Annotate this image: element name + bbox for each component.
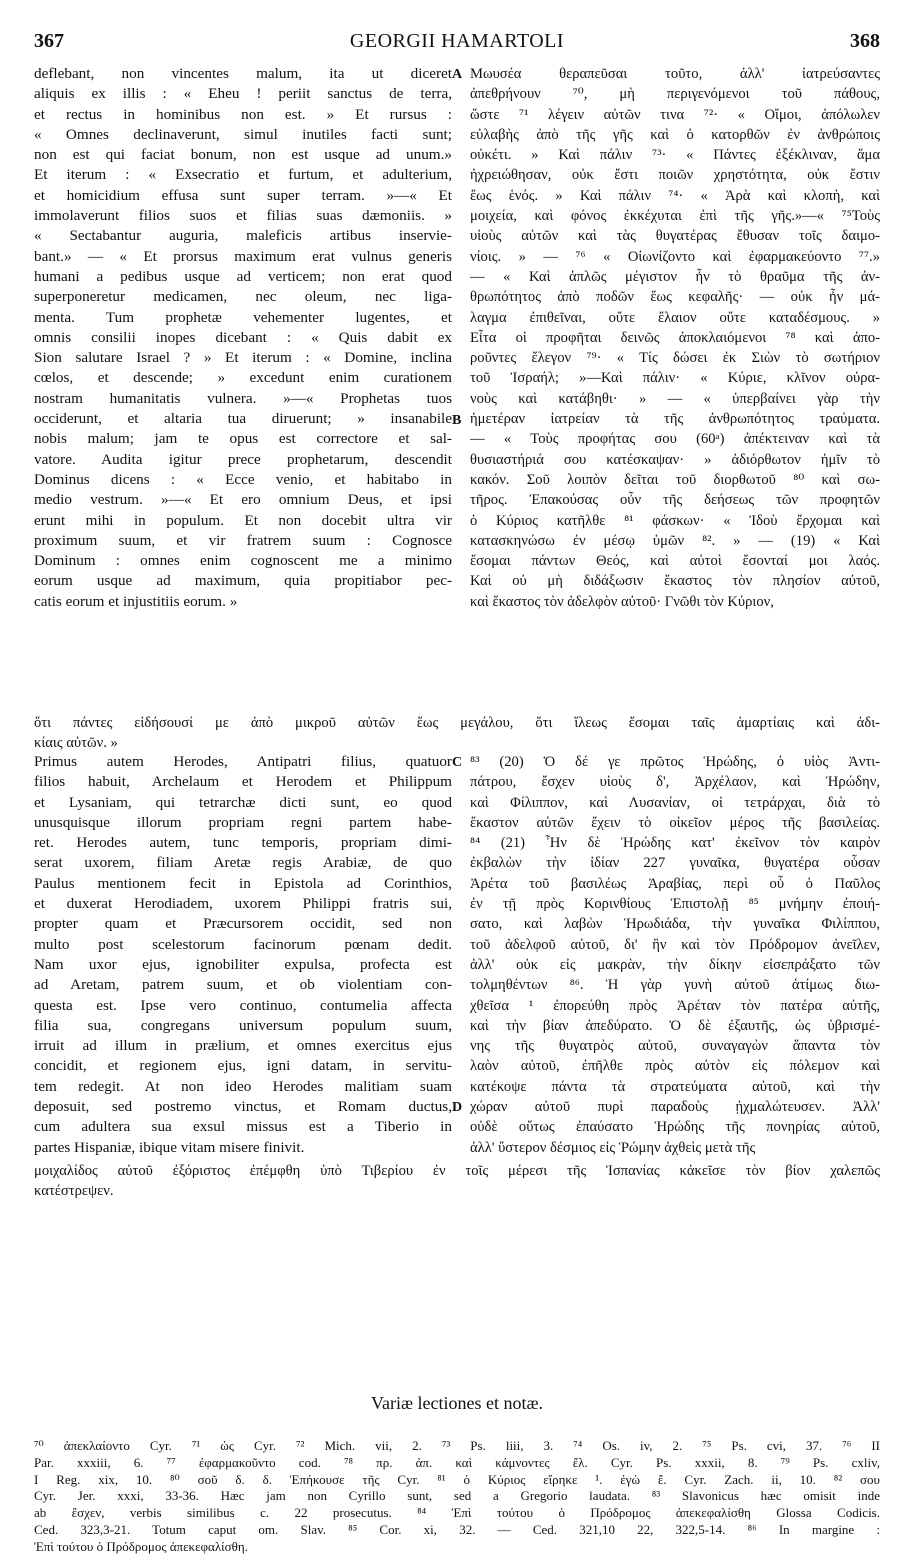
greek-text-line: ἐν τῇ πρὸς Κορινθίους Ἐπιστολῇ ⁸⁵ μνήμην ἐποιή-	[470, 896, 880, 913]
greek-text-line: νοὺς καὶ κατάβηθι· » — « ὑπερβαίνει γὰρ τὴν	[470, 390, 880, 407]
greek-text-line: ⁸⁴ (21) Ἦν δὲ Ἡρώδης κατ' ἐκεῖνον τὸν καιρὸν	[470, 835, 880, 852]
latin-text-line: proximum suum, et vir fratrem suum : Cognosce	[34, 531, 452, 549]
greek-text-line: μοιχεία, καὶ φόνος ἐκκέχυται ἐπὶ τῆς γῆς.»—« ⁷⁵Τοὺς	[470, 208, 880, 225]
margin-letter-d: D	[452, 1100, 463, 1115]
page-number-right: 368	[850, 30, 880, 52]
greek-text-line: νίοις. » — ⁷⁶ « Οἰωνίζοντο καὶ ἐφαρμακεύοντο ⁷⁷.»	[470, 248, 880, 265]
greek-text-line: ἐκβαλὼν τὴν ἰδίαν 227 γυναῖκα, θυγατέρα οὖσαν	[470, 855, 880, 872]
latin-text-line: immolaverunt filios suos et filias suas dæmoniis. »	[34, 207, 452, 225]
latin-text-line: superponeretur medicamen, nec oleum, nec liga-	[34, 288, 452, 306]
greek-text-line: καὶ ἕκαστος τὸν ἀδελφὸν αὐτοῦ· Γνῶθι τὸν Κύριον,	[470, 593, 774, 610]
latin-text-line: Dominum : omnes enim cognoscent me a minimo	[34, 552, 452, 570]
latin-text-line: questa est. Ipse vero continuo, contumelia affecta	[34, 996, 452, 1014]
latin-text-line: occiderunt, et altaria tua diruerunt; » insanabile	[34, 410, 452, 428]
latin-text-line: vatore. Audita igitur prece prophetarum, descendit	[34, 450, 452, 468]
latin-text-line: omnis consilii inopes dicebant : « Quis dabit ex	[34, 328, 452, 346]
latin-text-line: erunt mihi in populum. Et non docebit ultra vir	[34, 511, 452, 529]
greek-full-width-section-2	[34, 1161, 880, 1202]
greek-text-line: τοῦ Ἰσραήλ; »—Καὶ πάλιν· « Κύριε, κλῖνον οὐρα-	[470, 370, 880, 387]
greek-text-line: ἕκαστον αὐτῶν ἔχειν τὸ οἰκεῖον μέρος τῆς βασιλείας.	[470, 814, 880, 831]
latin-text-line: aliquis ex illis : « Eheu ! periit sanctus de terra,	[34, 85, 452, 103]
latin-text-line: nobis malum; jam te opus est correctore et sal-	[34, 430, 452, 448]
note-line: ⁷⁰ ἀπεκλαίοντο Cyr. ⁷¹ ὡς Cyr. ⁷² Mich. vii, 2. ⁷³ Ps. liii, 3. ⁷⁴ Os. iv, 2. ⁷⁵ Ps. cvi, 37. ⁷⁶ II	[34, 1438, 880, 1453]
latin-text-line: filia sua, congregans universum populum suum,	[34, 1016, 452, 1034]
latin-text-line: unusquisque illorum propriam regni partem habe-	[34, 813, 452, 831]
running-title: GEORGII HAMARTOLI	[349, 30, 565, 52]
greek-text-line: θρωπότητος ἀπὸ ποδῶν ἕως κεφαλῆς· — οὐκ ἦν μά-	[470, 289, 880, 306]
greek-text-line: οὐκέτι. » Καὶ πάλιν ⁷³· « Πάντες ἐξέκλιναν, ἅμα	[470, 147, 880, 164]
greek-text-line: Καὶ οὐ μὴ διδάξωσιν ἕκαστος τὸν πλησίον αὐτοῦ,	[470, 573, 880, 590]
greek-full-width-section-1	[34, 713, 880, 754]
note-line: Ἐπὶ τούτου ὁ Πρόδρομος ἀπεκεφαλίσθη.	[34, 1538, 248, 1554]
latin-text-line: tem redegit. At non ideo Herodes malitiam suam	[34, 1077, 452, 1095]
latin-text-line: cum adultera sua exsul missus est a Tiberio in	[34, 1118, 452, 1136]
greek-text-line: καὶ Φίλιππον, καὶ Λυσανίαν, οἱ τετράρχαι, διὰ τὸ	[470, 794, 880, 811]
greek-text-line: ὁ Κύριος κατῆλθε ⁸¹ φάσκων· « Ἰδοὺ ἔρχομαι καὶ	[470, 512, 880, 529]
greek-text-line: — « Τοὺς προφήτας σου (60ᵃ) ἀπέκτειναν καὶ τὰ	[470, 431, 880, 448]
latin-text-line: et rectus in hominibus non est. » Et rursus :	[34, 105, 452, 123]
greek-text-line: νης τῆς θυγατρὸς αὐτοῦ, συναγαγὼν ἅπαντα τὸν	[470, 1038, 880, 1055]
greek-text-line: ἕως ἑνός. » Καὶ πάλιν ⁷⁴· « Ἀρὰ καὶ κλοπὴ, καὶ	[470, 187, 880, 204]
greek-text-line: ἡμετέραν ἰατρείαν τὰ τῆς ἀνθρωπότητος τραύματα.	[470, 411, 880, 428]
latin-text-line: medio vestrum. »—« Et ero omnium Deus, et ipsi	[34, 491, 452, 509]
latin-text-line: serat uxorem, filiam Aretæ regis Arabiæ, de quo	[34, 854, 452, 872]
greek-text-line: Εἶτα οἱ προφῆται δεινῶς ἀποκλαιόμενοι ⁷⁸ καὶ ἀπο-	[470, 329, 880, 346]
latin-column-section-2	[34, 752, 452, 1158]
latin-text-line: ad Aretam, patrem suum, et ob violentiam con-	[34, 976, 452, 994]
latin-text-line: et Lysaniam, qui tetrarchæ dicti sunt, eo quod	[34, 793, 452, 811]
greek-column-section-1	[470, 64, 880, 612]
greek-text-line: ἀπεθρήνουν ⁷⁰, μὴ περιγενόμενοι τοῦ πάθους,	[470, 86, 880, 103]
latin-text-line: bant.» — « Et prorsus maximum erat vulnus generis	[34, 247, 452, 265]
page-number-left: 367	[34, 30, 64, 52]
latin-text-line: Nam uxor ejus, ignobiliter expulsa, profecta est	[34, 955, 452, 973]
greek-text-line: τοῦ ἀδελφοῦ αὐτοῦ, δι' ἣν καὶ τὸν Πρόδρομον ἀνεῖλεν,	[470, 936, 880, 953]
margin-letter-c: C	[452, 755, 463, 770]
greek-text-line: ὥστε ⁷¹ λέγειν αὐτῶν τινα ⁷²· « Οἴμοι, ἀπόλωλεν	[470, 106, 880, 123]
latin-text-line: Et iterum : « Exsecratio et furtum, et adulterium,	[34, 166, 452, 184]
greek-text-line: λαὸν αὐτοῦ, ἐπῆλθε πρὸς αὐτὸν εἰς πόλεμον καὶ	[470, 1058, 880, 1075]
greek-text-line: υἱοὺς αὐτῶν καὶ τὰς θυγατέρας ἔθυσαν τοῖς δαιμο-	[470, 228, 880, 245]
greek-text-line: Μωυσέα θεραπεῦσαι τοῦτο, ἀλλ' ἰατρεύσαντες	[470, 66, 880, 82]
greek-text-line: Ἀρέτα τοῦ βασιλέως Ἀραβίας, περὶ οὗ ὁ Παῦλος	[470, 875, 880, 892]
margin-letter-b: B	[452, 413, 462, 428]
greek-text-line: ἔσομαι πάντων Θεός, καὶ αὐτοὶ ἔσονταί μοι λαός.	[470, 553, 880, 570]
latin-text-line: nostram humanitatis vulnera. »—« Prophetas tuos	[34, 389, 452, 407]
latin-text-line: Paulus mentionem fecit in Epistola ad Corinthios,	[34, 874, 452, 892]
latin-text-line: cœlos, et descende; » excedunt enim curationem	[34, 369, 452, 387]
latin-column-section-1	[34, 64, 452, 612]
latin-text-line: Sion salutare Israel ? » Et iterum : « Domine, inclina	[34, 349, 452, 367]
latin-text-line: deflebant, non vincentes malum, ita ut diceret	[34, 65, 452, 82]
latin-text-line: et homicidium effusa sunt super terram. »—« Et	[34, 186, 452, 204]
latin-text-line: irruit ad illum in prælium, et omnes exercitus ejus	[34, 1037, 452, 1055]
latin-text-line: eorum usque ad maximum, quia propitiabor pec-	[34, 572, 452, 590]
latin-text-line: catis eorum et injustitiis eorum. »	[34, 592, 238, 610]
latin-text-line: Dominus dicens : « Ecce venio, et habitabo in	[34, 470, 452, 488]
greek-text-line: κίαις αὐτῶν. »	[34, 735, 118, 752]
greek-text-line: χώραν αὐτοῦ πυρὶ παραδοὺς ᾐχμαλώτευσεν. Ἀλλ'	[470, 1099, 880, 1116]
latin-text-line: ret. Herodes autem, tunc temporis, propriam dimi-	[34, 834, 452, 852]
greek-text-line: θυσιαστήριά σου κατέσκαψαν· » ἀδιόρθωτον ἡμῖν τὸ	[470, 451, 880, 468]
latin-text-line: « Sectabantur auguria, maleficis artibus inservie-	[34, 227, 452, 245]
latin-text-line: filios habuit, Archelaum et Herodem et Philippum	[34, 773, 452, 791]
greek-text-line: ⁸³ (20) Ὁ δέ γε πρῶτος Ἡρώδης, ὁ υἱὸς Ἀντι-	[470, 754, 880, 770]
latin-text-line: et duxerat Herodiadem, uxorem Philippi fratris sui,	[34, 895, 452, 913]
latin-text-line: deposuit, sed postremo vinctus, et Romam ductus,	[34, 1098, 452, 1116]
greek-text-line: κακόν. Σοῦ λοιπὸν δεῖται τοῦ διορθωτοῦ ⁸⁰ καὶ σω-	[470, 471, 880, 488]
variant-readings-notes	[34, 1438, 880, 1556]
note-line: Par. xxxiii, 6. ⁷⁷ ἐφαρμακοῦντο cod. ⁷⁸ πρ. ἀπ. καὶ κάμνοντες ἔλ. Cyr. Ps. xxxii, 8. ⁷⁹ Ps. cxliv,	[34, 1454, 880, 1470]
greek-text-line: ὅτι πάντες εἰδήσουσί με ἀπὸ μικροῦ αὐτῶν ἕως μεγάλου, ὅτι ἵλεως ἔσομαι ταῖς ἁμαρτίαις καὶ ἀδι-	[34, 715, 880, 731]
latin-text-line: « Omnes declinaverunt, simul inutiles facti sunt;	[34, 125, 452, 143]
greek-text-line: εὐλαβὴς ἀπὸ τῆς γῆς καὶ ὁ κατορθῶν ἐν ἀνθρώποις	[470, 126, 880, 143]
latin-text-line: humani a pedibus usque ad verticem; non erat quod	[34, 267, 452, 285]
latin-text-line: partes Hispaniæ, ibique vitam misere finivit.	[34, 1138, 305, 1156]
greek-text-line: μοιχαλίδος αὐτοῦ ἐξόριστος ἐπέμφθη ὑπὸ Τιβερίου ἐν τοῖς μέρεσι τῆς Ἱσπανίας κἀκεῖσε τὸν βίον χαλεπῶς	[34, 1163, 880, 1179]
greek-text-line: χθεῖσα ¹ ἐπορεύθη πρὸς Ἀρέταν τὸν πατέρα αὐτῆς,	[470, 997, 880, 1014]
greek-text-line: — « Καὶ ἁπλῶς μέγιστον ἦν τὸ θραῦμα τῆς ἀν-	[470, 268, 880, 285]
latin-text-line: Primus autem Herodes, Antipatri filius, quatuor	[34, 753, 452, 770]
greek-text-line: οὐδὲ οὕτως ἐπαύσατο Ἡρώδης τῆς πονηρίας αὐτοῦ,	[470, 1119, 880, 1136]
latin-text-line: propter quam et Præcursorem occidit, sed non	[34, 915, 452, 933]
greek-text-line: σατο, καὶ λαβὼν Ἡρωδιάδα, τὴν γυναῖκα Φιλίππου,	[470, 916, 880, 933]
greek-text-line: ἀλλ' ὕστερον δέσμιος εἰς Ῥώμην ἀχθεὶς μετὰ τῆς	[470, 1139, 756, 1156]
greek-text-line: τῆρος. Ἐπακούσας οὖν τῆς δεήσεως τῶν προφητῶν	[470, 492, 880, 509]
greek-text-line: ροῦντες ἔλεγον ⁷⁹· « Τίς δώσει ἐκ Σιὼν τὸ σωτήριον	[470, 350, 880, 367]
running-header	[34, 30, 880, 56]
greek-text-line: τολμηθέντων ⁸⁶. Ἡ γὰρ γυνὴ αὐτοῦ ἀτίμως διω-	[470, 977, 880, 994]
latin-text-line: menta. Tum prophetæ vehementer lugentes, et	[34, 308, 452, 326]
greek-column-section-2	[470, 752, 880, 1158]
note-line: Ced. 323,3-21. Totum caput om. Slav. ⁸⁵ Cor. xi, 32. — Ced. 321,10 22, 322,5-14. ⁸⁶ In margine :	[34, 1521, 880, 1537]
latin-text-line: non est qui faciat bonum, non est usque ad unum.»	[34, 146, 452, 164]
latin-text-line: concidit, et regionem ejus, igni datam, in servitu-	[34, 1057, 452, 1075]
note-line: Cyr. Jer. xxxi, 33-36. Hæc jam non Cyrillo sunt, sed a Gregorio laudata. ⁸³ Slavonicus hæc omisit inde	[34, 1488, 880, 1504]
greek-text-line: ἀλλ' οὐκ εἰς μακρὰν, τὴν δίκην εἰσεπράξατο τῶν	[470, 956, 880, 973]
greek-text-line: κατέκοψε πάντα τὰ στρατεύματα αὐτοῦ, καὶ τὴν	[470, 1078, 880, 1095]
notes-heading: Variæ lectiones et notæ.	[371, 1393, 543, 1413]
greek-text-line: πάτρου, ἔσχεν υἱοὺς δ', Ἀρχέλαον, καὶ Ἡρώδην,	[470, 774, 880, 791]
greek-text-line: λαγμα ἐπιθεῖναι, οὔτε ἔλαιον οὔτε καταδέσμους. »	[470, 309, 880, 326]
margin-letter-a: A	[452, 67, 463, 82]
greek-text-line: καὶ τὴν βίαν ἀπεδύρατο. Ὁ δὲ ἐξαυτῆς, ὡς ὑβρισμέ-	[470, 1017, 880, 1034]
note-line: ab ἔσχεν, verbis similibus c. 22 prosecutus. ⁸⁴ Ἐπὶ τούτου ὁ Πρόδρομος ἀπεκεφαλίσθη Glossa Codicis.	[34, 1505, 880, 1521]
greek-text-line: κατέστρεψεν.	[34, 1183, 114, 1200]
latin-text-line: multo post scelestorum facinorum pœnam dedit.	[34, 935, 452, 953]
greek-text-line: ἠχρειώθησαν, οὐκ ἔστι ποιῶν χρηστότητα, οὐκ ἔστιν	[470, 167, 880, 184]
greek-text-line: κατασκηνώσω ἐν μέσῳ ὑμῶν ⁸². » — (19) « Καὶ	[470, 532, 880, 549]
note-line: I Reg. xix, 10. ⁸⁰ σοῦ δ. δ. Ἐπήκουσε τῆς Cyr. ⁸¹ ὁ Κύριος εἴρηκε ¹. ἐγὼ ἔ. Cyr. Zach. ii, 10. ⁸² σου	[34, 1471, 880, 1487]
